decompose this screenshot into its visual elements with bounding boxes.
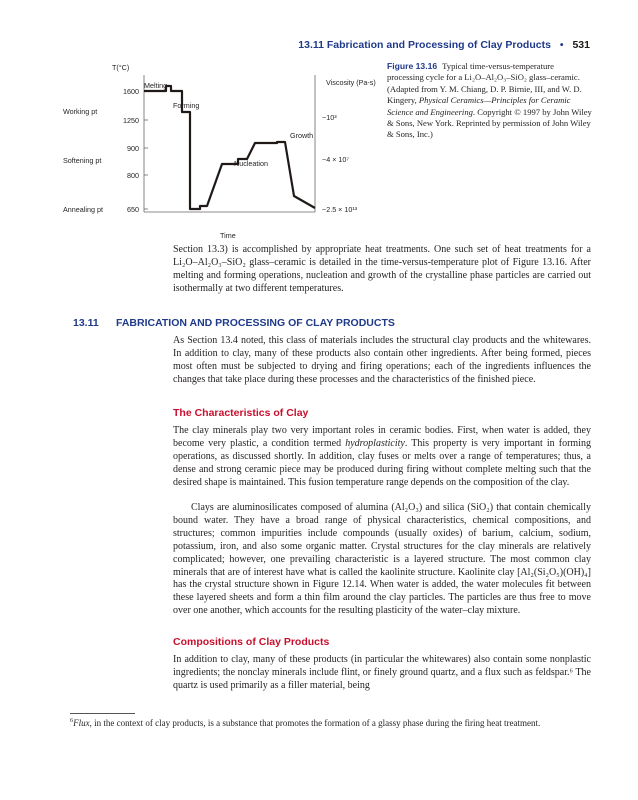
melting-label: Melting — [144, 81, 168, 90]
annealing-point-label: Annealing pt — [63, 205, 103, 214]
nucleation-label: Nucleation — [234, 159, 268, 168]
footnote-text: , in the context of clay products, is a substance that promotes the formation of a glassy phase during the firing heat treatment. — [89, 718, 541, 728]
viscosity-label: ~10³ — [322, 113, 337, 122]
footnote — [70, 717, 595, 729]
y-axis-title: T(°C) — [112, 63, 130, 72]
section-heading — [73, 317, 395, 329]
figure-caption-book: Physical Ceramics—Principles for Ceramic Science and Engineering — [387, 95, 571, 117]
x-axis-title: Time — [220, 231, 236, 240]
working-point-label: Working pt — [63, 107, 98, 116]
paragraph-text: The clay minerals play two very important roles in ceramic bodies. First, when water is added, they become very plastic, a condition termed — [173, 425, 591, 449]
footnote-rule — [70, 713, 135, 714]
y-tick-label: 1250 — [123, 116, 139, 125]
body-paragraph: Clays are aluminosilicates composed of alumina (Al₂O₃) and silica (SiO₂) that contain chemically bound water. They have a broad range of physical characteristics, chemical compositions, and structures; common impurities include compounds (usually oxides) of barium, calcium, sodium, potassium, iron, and also some organic matter. Crystal structures for the clay minerals are relatively complicated; however, one prevailing characteristic is a layered structure. The most common clay minerals that are of interest have what is called the kaolinite structure. Kaolinite clay [Al₂(Si₂O₅)(OH)₄] has the crystal structure shown in Figure 12.14. When water is added, the water molecules fit between these layered sheets and form a thin film around the clay particles. The particles are thus free to move over one another, which accounts for the resulting plasticity of the water–clay mixture. — [173, 502, 591, 617]
running-title: 13.11 Fabrication and Processing of Clay Products — [298, 39, 551, 51]
footnote-marker: 6 — [70, 717, 74, 724]
viscosity-label: ~2.5 × 10¹³ — [322, 205, 358, 214]
body-paragraph: In addition to clay, many of these products (in particular the whitewares) also contain some nonplastic ingredients; the nonclay minerals include flint, or finely ground quartz, and a flux such as feldspar.⁶ The quartz is used primarily as a filler material, being — [173, 654, 591, 691]
y-tick-label: 800 — [127, 171, 139, 180]
body-paragraph: As Section 13.4 noted, this class of materials includes the structural clay products and the whitewares. In addition to clay, many of these products also contain other ingredients. After being formed, pieces most often must be subjected to drying and firing operations; each of the ingredients influences the changes that take place during these processes and the characteristics of the finished piece. — [173, 335, 591, 385]
y-tick-label: 1600 — [123, 87, 139, 96]
y-tick-label: 650 — [127, 205, 139, 214]
growth-label: Growth — [290, 131, 314, 140]
term-hydroplasticity: hydroplasticity — [345, 437, 405, 449]
section-number: 13.11 — [73, 317, 99, 329]
body-paragraph — [173, 425, 591, 490]
figure-caption-title: Figure 13.16 — [387, 61, 438, 71]
y-tick-label: 900 — [127, 144, 139, 153]
running-header — [280, 39, 590, 51]
page-number: 531 — [572, 39, 590, 51]
header-bullet: • — [559, 39, 564, 51]
figure-caption-text: Typical time-versus-temperature processing cycle for a Li₂O–Al₂O₃–SiO₂ glass–ceramic. (Adapted from Y. M. Chiang, D. P. Birnie, III, and W. D. Kingery, — [387, 61, 582, 106]
forming-label: Forming — [173, 101, 200, 110]
subsection-heading: Compositions of Clay Products — [173, 636, 330, 648]
time-temperature-figure — [60, 60, 382, 240]
viscosity-label: ~4 × 10⁷ — [322, 155, 349, 164]
softening-point-label: Softening pt — [63, 156, 102, 165]
temperature-curve — [144, 86, 315, 209]
paragraph-text: . This property is very important in forming operations, as discussed shortly. In addition, clay fuses or melts over a range of temperatures; thus, a dense and strong ceramic piece may be produced during firing without complete melting such that the desired shape is maintained. This fusion temperature range depends on the composition of the clay. — [173, 437, 591, 488]
figure-caption — [387, 61, 592, 141]
section-title: FABRICATION AND PROCESSING OF CLAY PRODUCTS — [116, 317, 395, 329]
subsection-heading: The Characteristics of Clay — [173, 407, 309, 419]
footnote-term: Flux — [73, 718, 90, 728]
body-paragraph: Section 13.3) is accomplished by appropriate heat treatments. One such set of heat treatments for a Li₂O–Al₂O₃–SiO₂ glass–ceramic is detailed in the time-versus-temperature plot of Figure 13.16. After melting and forming operations, nucleation and growth of the crystalline phase particles are carried out isothermally at two different temperatures. — [173, 244, 591, 294]
figure-caption-text-end: . Copyright © 1997 by John Wiley & Sons, New York. Reprinted by permission of John Wiley & Sons, Inc.) — [387, 106, 592, 140]
right-axis-title: Viscosity (Pa-s) — [326, 78, 376, 87]
